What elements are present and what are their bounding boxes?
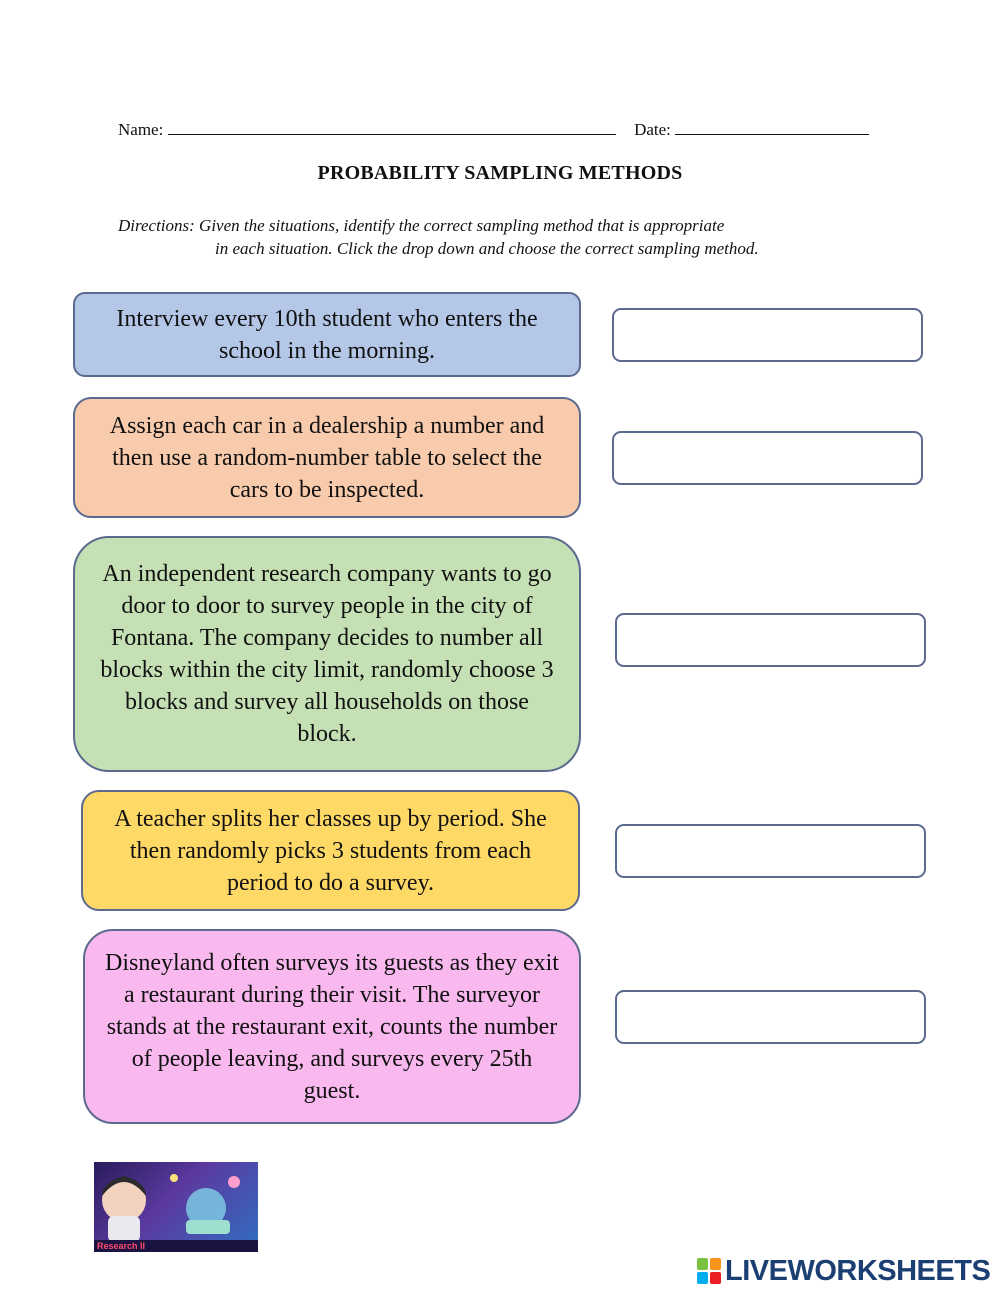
situation-card-2 [73,397,581,518]
answer-dropdown-4[interactable] [615,824,926,878]
logo-caption: Research II [97,1241,146,1251]
author-logo-image [94,1162,258,1252]
date-blank [675,118,869,135]
situation-card-1 [73,292,581,377]
directions [118,214,878,260]
situation-text-4: A teacher splits her classes up by period. She then randomly picks 3 students from each period to do a survey. [114,805,547,896]
date-label: Date: [634,120,671,139]
situation-text-3: An independent research company wants to go door to door to survey people in the city of Fontana. The company decides to number all blocks within the city limit, randomly choose 3 blocks and survey all households on those block. [100,561,554,747]
situation-card-3 [73,536,581,772]
liveworksheets-wordmark: LIVEWORKSHEETS [725,1254,991,1287]
directions-line-1: Directions: Given the situations, identify the correct sampling method that is appropriate [118,216,725,235]
header-line [118,118,888,140]
answer-dropdown-5[interactable] [615,990,926,1044]
page-title: PROBABILITY SAMPLING METHODS [317,162,683,184]
situation-text-1: Interview every 10th student who enters the school in the morning. [116,305,538,364]
situation-text-5: Disneyland often surveys its guests as they exit a restaurant during their visit. The surveyor stands at the restaurant exit, counts the number of people leaving, and surveys every 25th guest. [105,949,559,1104]
directions-line-2: in each situation. Click the drop down and choose the correct sampling method. [215,239,759,258]
answer-dropdown-1[interactable] [612,308,923,362]
answer-dropdown-3[interactable] [615,613,926,667]
answer-dropdown-2[interactable] [612,431,923,485]
liveworksheets-logo-icon [697,1258,721,1284]
situation-card-4 [81,790,580,911]
author-logo-illustration [94,1162,258,1252]
situation-text-2: Assign each car in a dealership a number and then use a random-number table to select the cars to be inspected. [109,412,545,503]
liveworksheets-brand [697,1254,990,1288]
name-blank [168,118,616,135]
situation-card-5 [83,929,581,1124]
name-label: Name: [118,120,164,139]
